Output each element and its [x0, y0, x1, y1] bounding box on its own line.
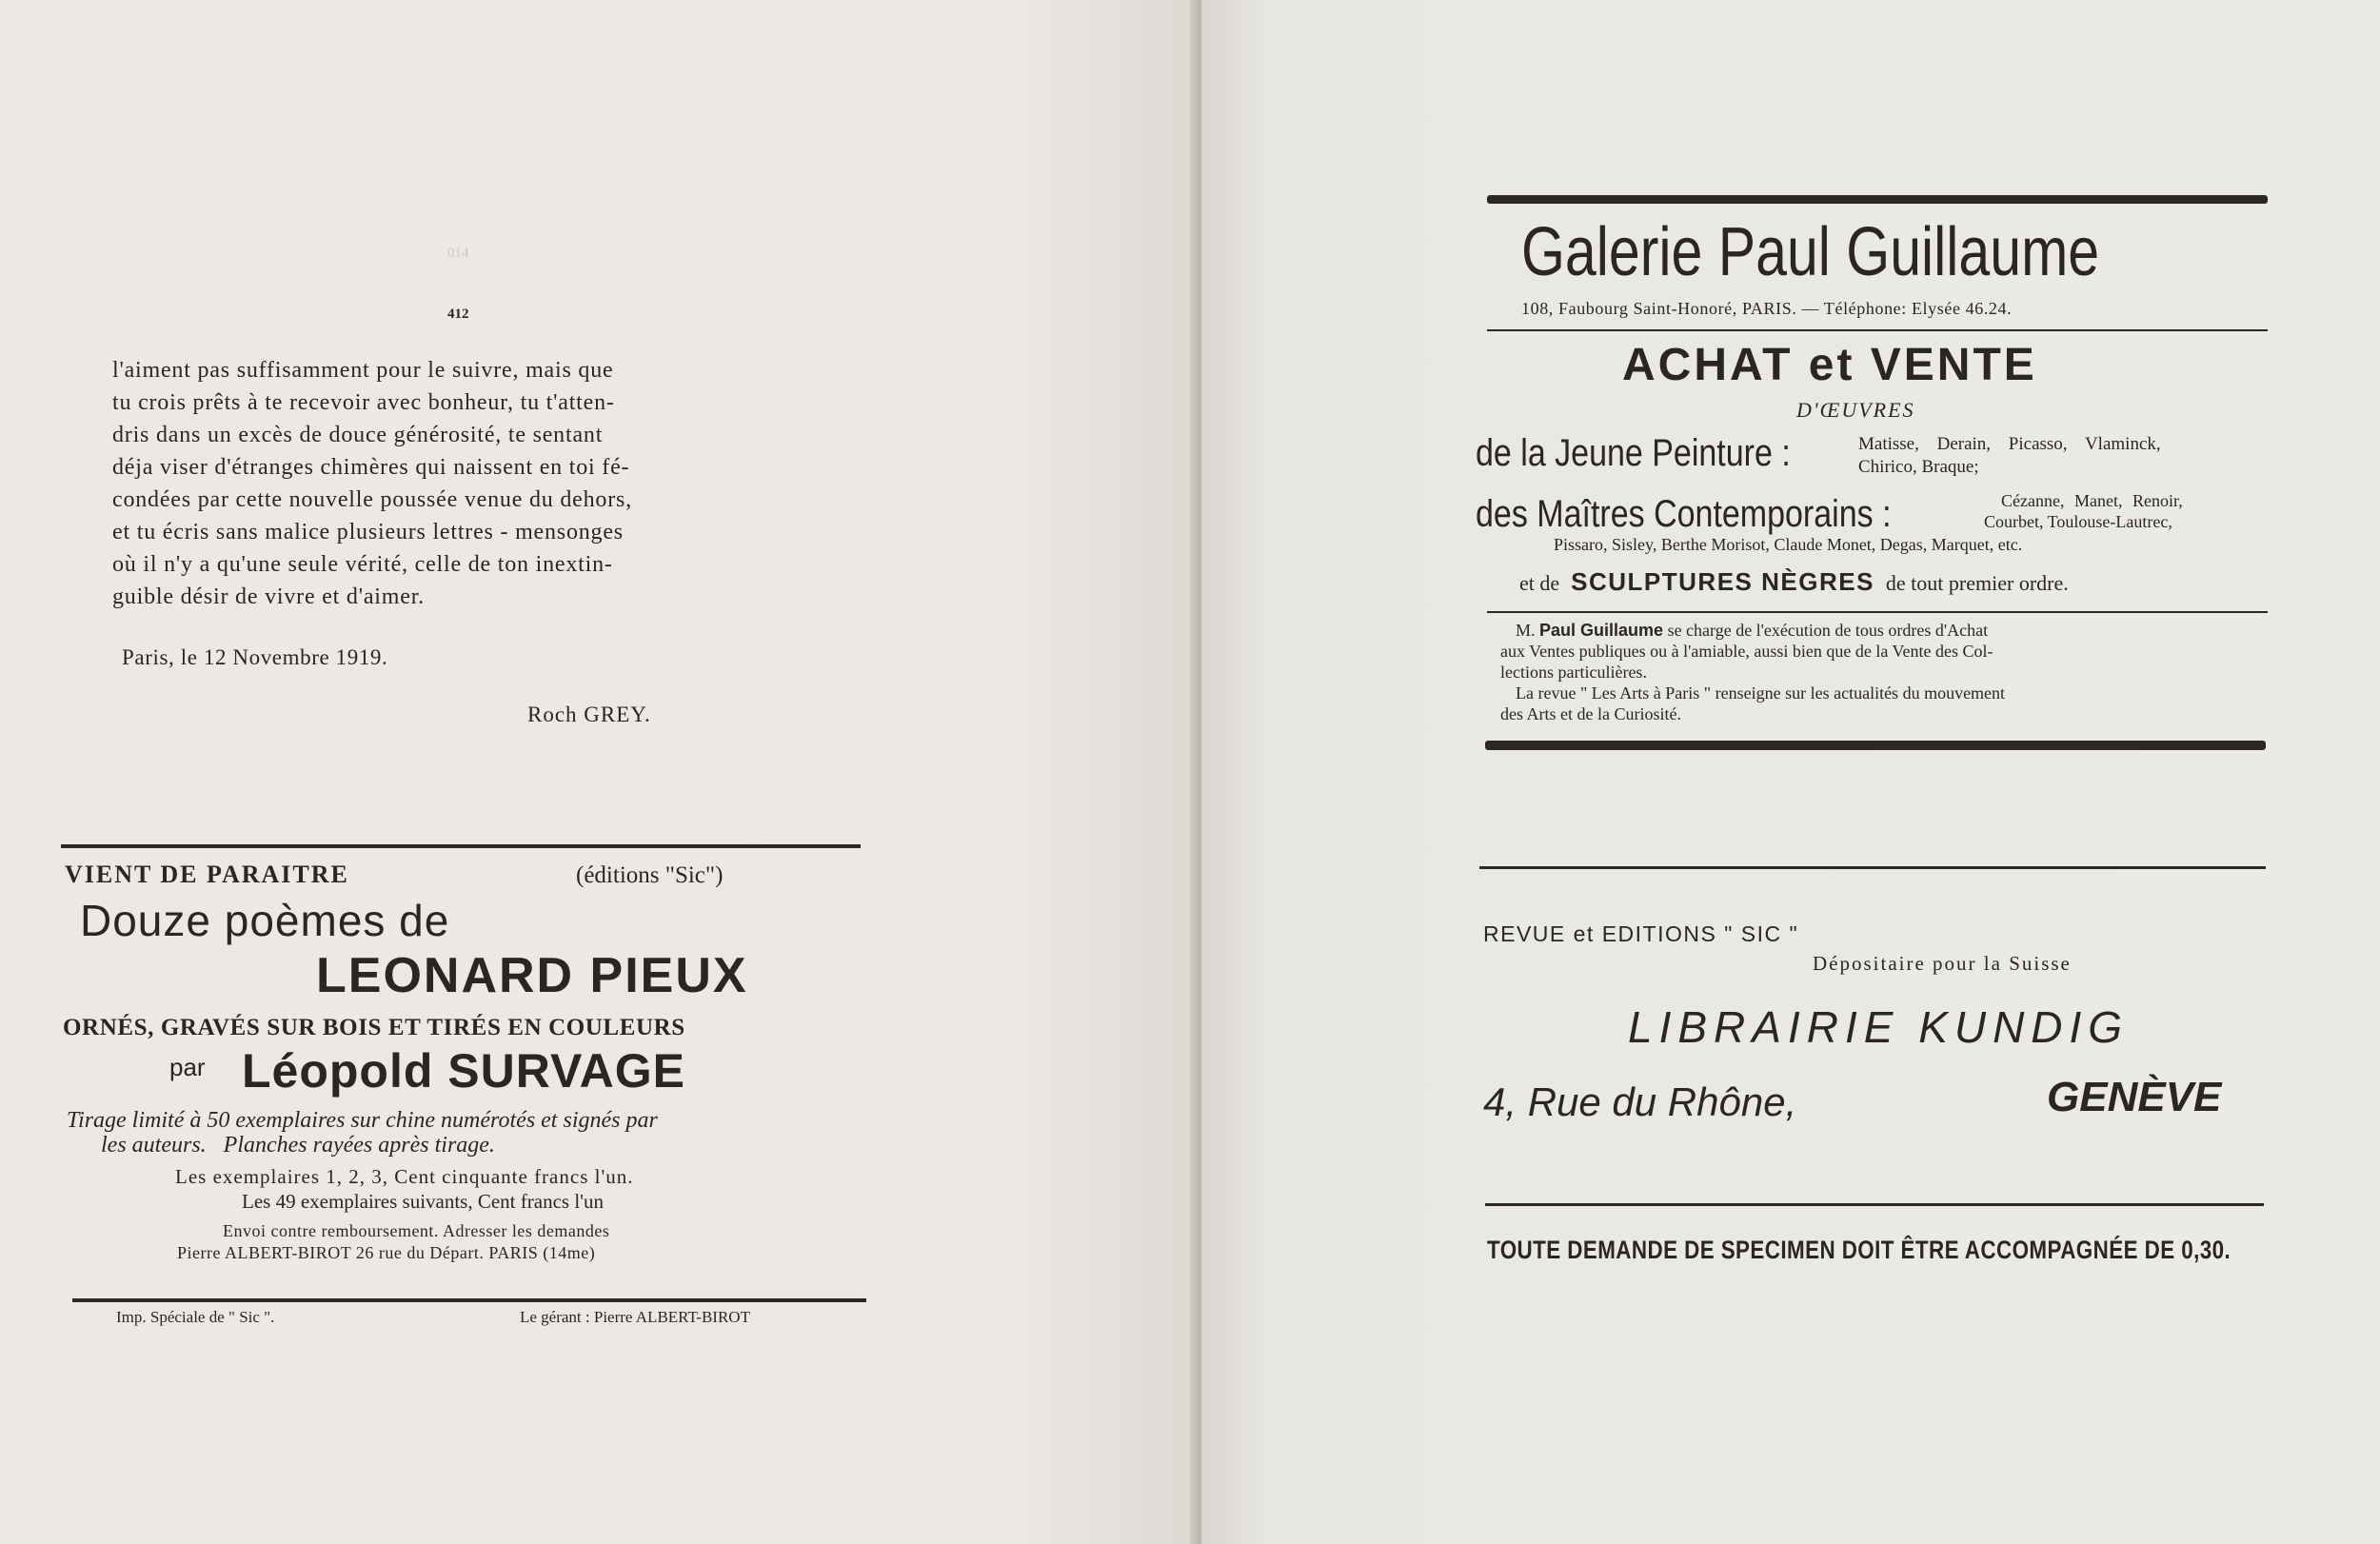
ad-heading-note: (éditions "Sic") — [576, 862, 724, 888]
ad-par: par — [169, 1053, 206, 1081]
ad-title: Douze poèmes de — [80, 896, 450, 945]
body-line: dris dans un excès de douce générosité, te sentant — [112, 423, 604, 447]
gallery-headline: ACHAT et VENTE — [1622, 340, 2037, 390]
dateline: Paris, le 12 Novembre 1919. — [122, 645, 388, 669]
body-line: tu crois prêts à te recevoir avec bonheur, tu t'atten- — [112, 390, 615, 415]
gallery-name: Galerie Paul Guillaume — [1521, 214, 2100, 290]
sculptures-negres: SCULPTURES NÈGRES — [1571, 567, 1874, 596]
sic-revue: REVUE et EDITIONS " SIC " — [1483, 921, 1799, 946]
page-number: 412 — [447, 307, 469, 322]
sic-top-rule — [1479, 866, 2266, 869]
body-line: déja viser d'étranges chimères qui naissent en toi fé- — [112, 455, 630, 480]
ad-top-rule — [61, 844, 861, 848]
body-line: condées par cette nouvelle poussée venue du dehors, — [112, 487, 632, 512]
jeune-peinture-names: Matisse, Derain, Picasso, Vlaminck, — [1858, 434, 2161, 454]
body-line: et tu écris sans malice plusieurs lettres - mensonges — [112, 520, 624, 544]
footer-manager: Le gérant : Pierre ALBERT-BIROT — [520, 1308, 750, 1326]
ad-price: Les 49 exemplaires suivants, Cent francs l'un — [242, 1190, 604, 1213]
sic-specimen: TOUTE DEMANDE DE SPECIMEN DOIT ÊTRE ACCOMPAGNÉE DE 0,30. — [1487, 1236, 2231, 1264]
signature: Roch GREY. — [527, 703, 651, 726]
gallery-rule — [1487, 329, 2268, 331]
sculptures-pre: et de — [1519, 571, 1560, 595]
gallery-note: La revue " Les Arts à Paris " renseigne sur les actualités du mouvement — [1516, 683, 2006, 703]
right-page — [1201, 0, 2380, 1544]
body-text — [112, 354, 632, 613]
ad-tirage: les auteurs. Planches rayées après tirage. — [101, 1133, 495, 1158]
sic-depositaire: Dépositaire pour la Suisse — [1813, 952, 2072, 975]
maitres-names: Courbet, Toulouse-Lautrec, — [1984, 512, 2172, 531]
ad-tirage: Tirage limité à 50 exemplaires sur chine numérotés et signés par — [67, 1108, 658, 1133]
footer-rule — [72, 1298, 866, 1302]
gallery-note: aux Ventes publiques ou à l'amiable, aussi bien que de la Vente des Col- — [1500, 642, 1993, 661]
ad-address: Pierre ALBERT-BIROT 26 rue du Départ. PARIS (14me) — [177, 1243, 596, 1262]
gallery-address: 108, Faubourg Saint-Honoré, PARIS. — Téléphone: Elysée 46.24. — [1521, 299, 2013, 318]
sic-street: 4, Rue du Rhône, — [1483, 1079, 1797, 1124]
ad-heading: VIENT DE PARAITRE — [65, 861, 349, 888]
body-line: l'aiment pas suffisamment pour le suivre, mais que — [112, 358, 614, 383]
gallery-oeuvres: D'ŒUVRES — [1796, 398, 1915, 422]
sculptures-post: de tout premier ordre. — [1885, 571, 2069, 595]
note-name: Paul Guillaume — [1539, 621, 1664, 640]
gallery-note: des Arts et de la Curiosité. — [1500, 704, 1681, 723]
maitres-names: Pissaro, Sisley, Berthe Morisot, Claude Monet, Degas, Marquet, etc. — [1554, 535, 2023, 554]
ad-ornaments: ORNÉS, GRAVÉS SUR BOIS ET TIRÉS EN COULEURS — [63, 1015, 685, 1040]
jeune-peinture-names: Chirico, Braque; — [1858, 457, 1979, 477]
sic-librairie: LIBRAIRIE KUNDIG — [1628, 1002, 2130, 1052]
body-line: guible désir de vivre et d'aimer. — [112, 584, 425, 609]
maitres-label: des Maîtres Contemporains : — [1476, 493, 1892, 535]
jeune-peinture-label: de la Jeune Peinture : — [1476, 432, 1791, 474]
ad-illustrator: Léopold SURVAGE — [242, 1044, 685, 1098]
gallery-top-rule — [1487, 195, 2268, 204]
gallery-bottom-rule — [1485, 741, 2266, 750]
gallery-note: lections particulières. — [1500, 663, 1647, 682]
note-prefix: M. — [1516, 621, 1536, 640]
footer-printer: Imp. Spéciale de " Sic ". — [116, 1308, 275, 1326]
ad-author: LEONARD PIEUX — [316, 948, 748, 1003]
maitres-names: Cézanne, Manet, Renoir, — [2001, 491, 2183, 510]
gallery-note — [1516, 621, 1988, 641]
show-through-text: 014 — [447, 246, 469, 261]
body-line: où il n'y a qu'une seule vérité, celle de ton inextin- — [112, 552, 613, 577]
sic-bottom-rule — [1485, 1203, 2264, 1206]
ad-envoi: Envoi contre remboursement. Adresser les demandes — [223, 1221, 610, 1240]
sculptures-line — [1519, 567, 2069, 597]
note-text: se charge de l'exécution de tous ordres d'Achat — [1667, 621, 1989, 640]
gallery-rule — [1487, 611, 2268, 613]
sic-city: GENÈVE — [2047, 1074, 2222, 1120]
ad-price: Les exemplaires 1, 2, 3, Cent cinquante francs l'un. — [175, 1165, 634, 1188]
